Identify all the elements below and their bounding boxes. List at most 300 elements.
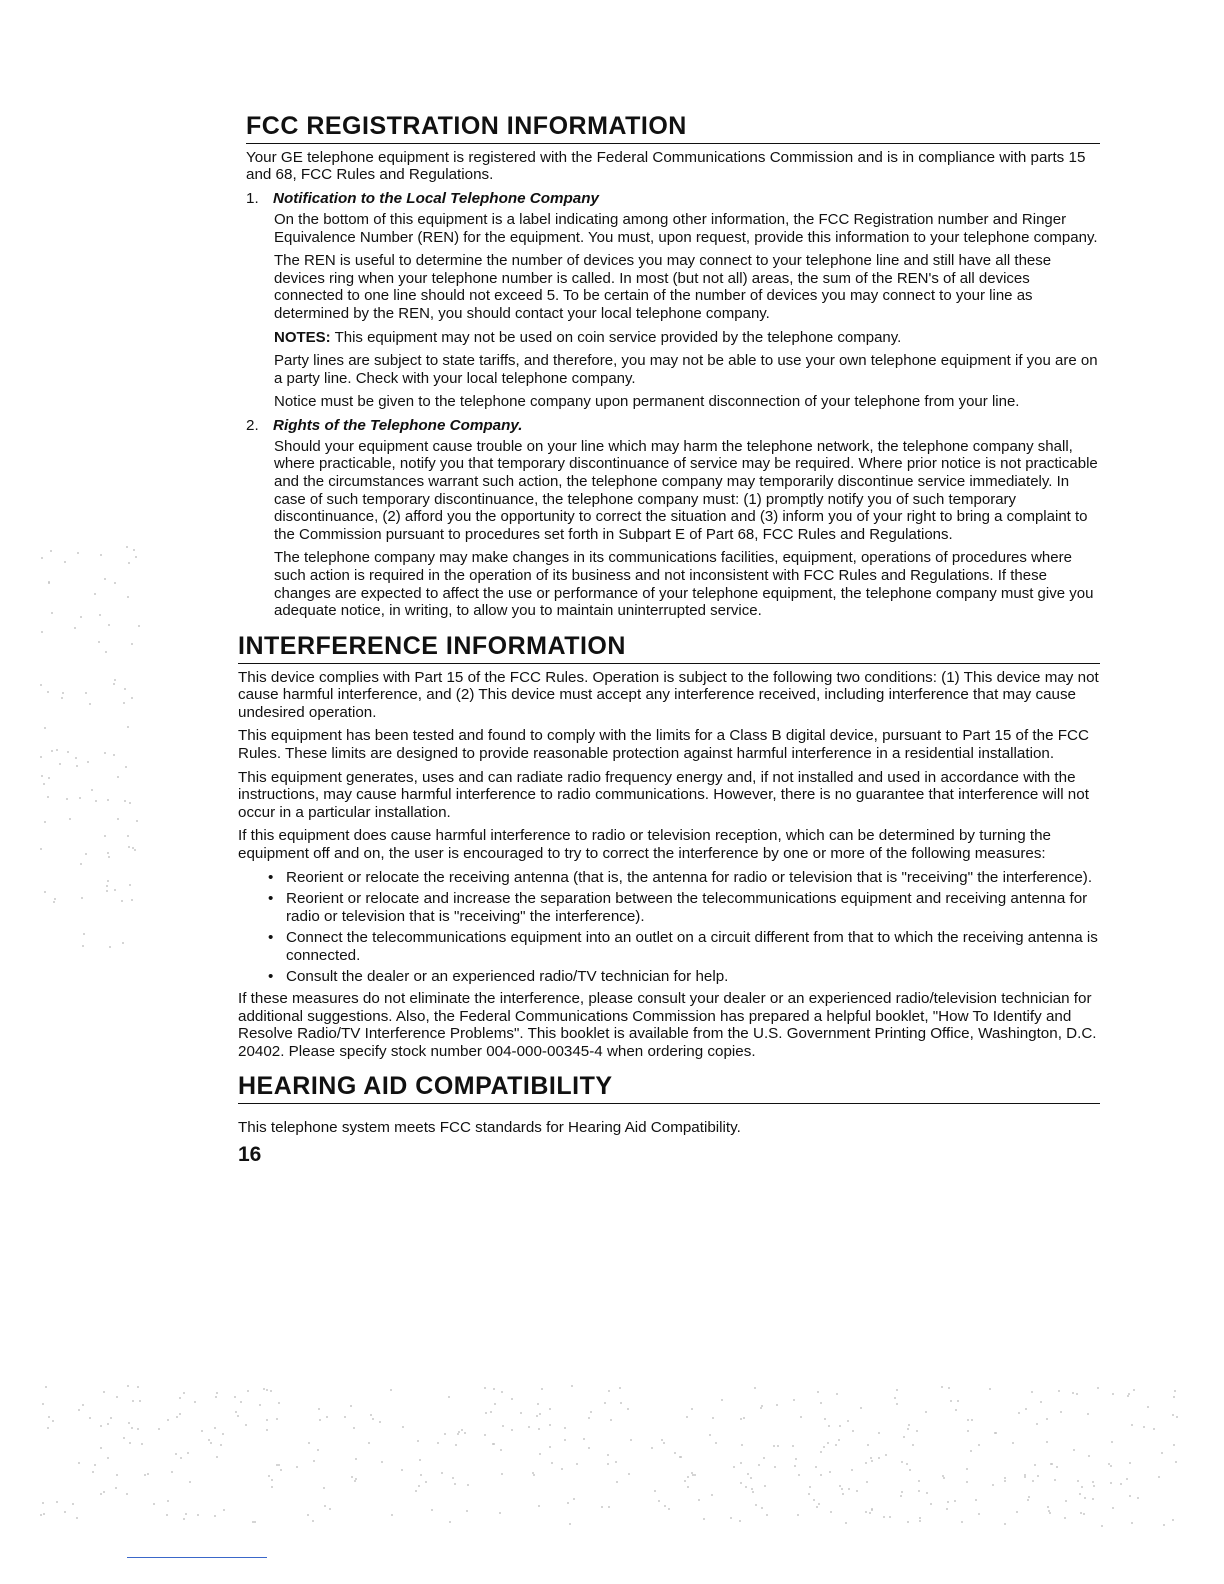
scan-speck [916, 1430, 918, 1432]
scan-speck [588, 1447, 590, 1449]
scan-speck [107, 852, 109, 854]
scan-speck [266, 1429, 268, 1431]
scan-speck [668, 1508, 670, 1510]
scan-speck [852, 1430, 854, 1432]
scan-speck [368, 1442, 370, 1444]
scan-speck [1126, 1478, 1128, 1480]
scan-speck [280, 1469, 282, 1471]
scan-speck [824, 1418, 826, 1420]
fcc-intro-paragraph: Your GE telephone equipment is registered with the Federal Communications Commission and is in compliance with parts 15 and 68, FCC Rules and Regulations. [246, 148, 1086, 184]
scan-speck [878, 1432, 880, 1434]
scan-speck [132, 1400, 134, 1402]
scan-speck [494, 1403, 496, 1405]
scan-speck [108, 624, 110, 626]
scan-speck [583, 1438, 585, 1440]
scan-speck [52, 1420, 54, 1422]
page-content [238, 112, 1100, 1167]
scan-speck [40, 756, 42, 758]
scan-speck [889, 1516, 891, 1518]
scan-speck [114, 582, 116, 584]
scan-speck [56, 1501, 58, 1503]
scan-speck [175, 1453, 177, 1455]
scan-speck [107, 880, 109, 882]
scan-speck [995, 1432, 997, 1434]
scan-speck [590, 1411, 592, 1413]
scan-speck [106, 885, 108, 887]
scan-speck [1047, 1506, 1049, 1508]
interference-section [238, 632, 1100, 1061]
scan-speck [1147, 1406, 1149, 1408]
scan-speck [51, 750, 53, 752]
scan-speck [1025, 1408, 1027, 1410]
scan-speck [794, 1465, 796, 1467]
scan-speck [878, 1457, 880, 1459]
scan-speck [108, 856, 110, 858]
scan-speck [158, 1428, 160, 1430]
scan-speck [104, 752, 106, 754]
scan-speck [234, 1396, 236, 1398]
scan-speck [1087, 1413, 1089, 1415]
scan-speck [760, 1407, 762, 1409]
scan-speck [490, 1411, 492, 1413]
scan-speck [692, 1474, 694, 1476]
scan-speck [777, 1445, 779, 1447]
bullet-dot-icon: • [268, 868, 274, 886]
scan-speck [975, 1499, 977, 1501]
scan-speck [75, 757, 77, 759]
scan-speck [630, 1439, 632, 1441]
scan-speck [607, 1463, 609, 1465]
scan-speck [739, 1520, 741, 1522]
scan-speck [571, 1385, 573, 1387]
scan-speck [41, 775, 43, 777]
scan-speck [259, 1404, 261, 1406]
scan-speck [109, 946, 111, 948]
scan-speck [511, 1398, 513, 1400]
scan-speck [549, 1408, 551, 1410]
scan-speck [1111, 1441, 1113, 1443]
scan-speck [80, 616, 82, 618]
scan-speck [69, 818, 71, 820]
scan-speck [131, 899, 133, 901]
scan-speck [135, 556, 137, 558]
scan-speck [1065, 1500, 1067, 1502]
scan-speck [83, 933, 85, 935]
scan-speck [1161, 1452, 1163, 1454]
scan-speck [245, 1424, 247, 1426]
scan-speck [836, 1393, 838, 1395]
fcc-item-1-paragraph-1: On the bottom of this equipment is a label indicating among other information, the FCC Registration number and Ringer Equivalence Number (REN) for the equipment. You must, upon request, provide this information to your telephone company. [274, 210, 1098, 246]
scan-speck [47, 691, 49, 693]
scan-speck [774, 1466, 776, 1468]
scan-speck [114, 889, 116, 891]
scan-speck [730, 1517, 732, 1519]
scan-speck [183, 1518, 185, 1520]
scan-speck [461, 1429, 463, 1431]
scan-speck [56, 749, 58, 751]
scan-speck [113, 754, 115, 756]
scan-speck [78, 1409, 80, 1411]
scan-speck [978, 1444, 980, 1446]
scan-speck [1131, 1424, 1133, 1426]
scan-speck [961, 1521, 963, 1523]
scan-speck [237, 1415, 239, 1417]
scan-speck [941, 1386, 943, 1388]
scan-speck [43, 783, 45, 785]
bullet-dot-icon: • [268, 968, 274, 986]
scan-speck [493, 1443, 495, 1445]
list-item-text: Reorient or relocate and increase the separation between the telecommunications equipment and receiving antenna for radio or television that is "receiving" the interference). [286, 890, 1088, 925]
scan-speck [1018, 1412, 1020, 1414]
scan-speck [841, 1488, 843, 1490]
scan-speck [136, 820, 138, 822]
scan-speck [1046, 1441, 1048, 1443]
scan-speck [115, 1487, 117, 1489]
scan-speck [823, 1446, 825, 1448]
scan-speck [1040, 1401, 1042, 1403]
scan-speck [919, 1520, 921, 1522]
scan-speck [1012, 1442, 1014, 1444]
scan-speck [954, 1500, 956, 1502]
fcc-item-2-paragraph-1: Should your equipment cause trouble on your line which may harm the telephone network, the telephone company shall, where practicable, notify you that temporary discontinuance of service may be required. Where prior notice is not practicable and the circumstances warrant such action, the telephone company may temporarily discontinue service immediately. In case of such temporary discontinuance, the telephone company must: (1) promptly notify you of such temporary discontinuance, (2) afford you the opportunity to correct the situation and (3) inform you of your right to bring a complaint to the Commission pursuant to procedures set forth in Subpart E of Part 68, FCC Rules and Regulations. [274, 437, 1098, 543]
fcc-registration-heading: FCC REGISTRATION INFORMATION [246, 112, 1100, 144]
scan-speck [747, 1473, 749, 1475]
scan-speck [866, 1481, 868, 1483]
scan-speck [1076, 1393, 1078, 1395]
scan-speck [117, 776, 119, 778]
scan-speck [493, 1388, 495, 1390]
fcc-item-1-title: Notification to the Local Telephone Company [273, 189, 599, 207]
scan-speck [549, 1424, 551, 1426]
scan-speck [500, 1449, 502, 1451]
scan-speck [44, 821, 46, 823]
scan-speck [743, 1417, 745, 1419]
scan-speck [187, 1452, 189, 1454]
scan-speck [128, 846, 130, 848]
scan-speck [126, 546, 128, 548]
scan-speck [1027, 1499, 1029, 1501]
scan-speck [1024, 1476, 1026, 1478]
scan-speck [235, 1411, 237, 1413]
scan-speck [520, 1412, 522, 1414]
scan-speck [128, 562, 130, 564]
scan-speck [800, 1416, 802, 1418]
scan-speck [842, 1493, 844, 1495]
scan-speck [80, 863, 82, 865]
fcc-item-1-paragraph-4: Notice must be given to the telephone company upon permanent disconnection of your telephone from your line. [274, 393, 1020, 411]
scan-speck [40, 1514, 42, 1516]
scan-speck [419, 1459, 421, 1461]
scan-speck [674, 1452, 676, 1454]
scan-speck [1097, 1387, 1099, 1389]
scan-speck [687, 1486, 689, 1488]
scan-speck [1073, 1449, 1075, 1451]
scan-speck [391, 1514, 393, 1516]
scan-speck [943, 1477, 945, 1479]
fcc-item-1-title-row [246, 190, 1100, 208]
scan-speck [894, 1397, 896, 1399]
scan-speck [930, 1503, 932, 1505]
scan-speck [40, 848, 42, 850]
scan-speck [627, 1408, 629, 1410]
scan-speck [137, 1386, 139, 1388]
hearing-aid-heading: HEARING AID COMPATIBILITY [238, 1072, 1100, 1104]
scan-speck [896, 1389, 898, 1391]
scan-speck [208, 1439, 210, 1441]
fcc-item-1 [238, 190, 1100, 411]
scan-speck [240, 1401, 242, 1403]
scan-speck [818, 1503, 820, 1505]
scan-speck [44, 891, 46, 893]
scan-speck [740, 1418, 742, 1420]
scan-speck [1054, 1479, 1056, 1481]
notes-label: NOTES: [274, 328, 331, 346]
scan-speck [499, 1512, 501, 1514]
scan-speck [538, 1505, 540, 1507]
scan-speck [216, 1392, 218, 1394]
scan-speck [1174, 1390, 1176, 1392]
scan-speck [124, 800, 126, 802]
scan-speck [266, 1419, 268, 1421]
scan-speck [124, 688, 126, 690]
scan-speck [1004, 1523, 1006, 1525]
scan-speck [1080, 1512, 1082, 1514]
scan-speck [179, 1397, 181, 1399]
scan-speck [417, 1440, 419, 1442]
scan-speck [901, 1461, 903, 1463]
interference-measures-list [238, 869, 1100, 987]
scan-speck [402, 1426, 404, 1428]
scan-speck [703, 1518, 705, 1520]
scan-speck [860, 1407, 862, 1409]
scan-speck [51, 612, 53, 614]
scan-speck [663, 1442, 665, 1444]
scan-speck [851, 1469, 853, 1471]
scan-speck [709, 1434, 711, 1436]
scan-speck [1172, 1519, 1174, 1521]
scan-speck [764, 1485, 766, 1487]
scan-speck [113, 683, 115, 685]
scan-speck [123, 702, 125, 704]
scan-speck [351, 1476, 353, 1478]
scan-speck [925, 1411, 927, 1413]
scan-speck [107, 1423, 109, 1425]
scan-speck [797, 1514, 799, 1516]
scan-speck [687, 1476, 689, 1478]
scan-speck [1163, 1524, 1165, 1526]
scan-speck [1032, 1480, 1034, 1482]
scan-speck [694, 1474, 696, 1476]
scan-speck [77, 552, 79, 554]
scan-speck [918, 1480, 920, 1482]
scan-speck [1088, 1455, 1090, 1457]
interference-heading: INTERFERENCE INFORMATION [238, 632, 1100, 664]
scan-speck [59, 763, 61, 765]
scan-speck [81, 897, 83, 899]
scan-speck [215, 1396, 217, 1398]
scan-speck [129, 802, 131, 804]
scan-speck [171, 1471, 173, 1473]
scan-speck [871, 1460, 873, 1462]
scan-speck [909, 1469, 911, 1471]
scan-speck [1081, 1486, 1083, 1488]
scan-speck [588, 1417, 590, 1419]
scan-speck [1077, 1480, 1079, 1482]
scan-speck [865, 1511, 867, 1513]
scan-speck [885, 1454, 887, 1456]
scan-speck [1137, 1497, 1139, 1499]
scan-speck [829, 1471, 831, 1473]
scan-speck [48, 1416, 50, 1418]
fcc-item-2-title-row [246, 417, 1100, 435]
scan-speck [103, 1391, 105, 1393]
scan-speck [610, 1419, 612, 1421]
scan-speck [425, 1481, 427, 1483]
scan-speck [1004, 1480, 1006, 1482]
scan-speck [848, 1488, 850, 1490]
scan-speck [121, 900, 123, 902]
scan-speck [48, 581, 50, 583]
scan-speck [906, 1463, 908, 1465]
scan-speck [278, 1464, 280, 1466]
scan-speck [501, 1473, 503, 1475]
scan-speck [1046, 1418, 1048, 1420]
scan-speck [270, 1390, 272, 1392]
scan-speck [1112, 1507, 1114, 1509]
scan-speck [185, 1513, 187, 1515]
scan-speck [970, 1450, 972, 1452]
fcc-item-1-paragraph-2: The REN is useful to determine the number of devices you may connect to your telephone line and still have all these devices ring when your telephone number is called. In most (but not all) areas, the sum of the REN's of all devices connected to one line should not exceed 5. To be certain of the number of devices you may connect to your line as determined by the REN, you should contact your local telephone company. [274, 252, 1052, 322]
scan-speck [131, 697, 133, 699]
scan-speck [912, 1444, 914, 1446]
scan-speck [484, 1434, 486, 1436]
scan-speck [324, 1505, 326, 1507]
scan-speck [869, 1512, 871, 1514]
scan-speck [379, 1421, 381, 1423]
scan-speck [61, 697, 63, 699]
scan-speck [1176, 1416, 1178, 1418]
scan-speck [967, 1419, 969, 1421]
scan-speck [189, 1481, 191, 1483]
scan-speck [793, 1399, 795, 1401]
scan-speck [946, 1508, 948, 1510]
scan-speck [813, 1499, 815, 1501]
scan-speck [1129, 1495, 1131, 1497]
scan-speck [1172, 1414, 1174, 1416]
scan-speck [761, 1507, 763, 1509]
scan-speck [223, 1509, 225, 1511]
list-item-text: Connect the telecommunications equipment into an outlet on a circuit different from that to which the receiving antenna is connected. [286, 929, 1098, 964]
scan-speck [138, 625, 140, 627]
scan-speck [901, 1491, 903, 1493]
scan-speck [268, 1475, 270, 1477]
scan-speck [50, 550, 52, 552]
scan-speck [296, 1466, 298, 1468]
scan-speck [100, 554, 102, 556]
scan-speck [808, 1493, 810, 1495]
scan-speck [85, 853, 87, 855]
scan-speck [628, 1473, 630, 1475]
scan-speck [1127, 1395, 1129, 1397]
scan-speck [103, 1491, 105, 1493]
fcc-item-2-number: 2. [246, 416, 259, 434]
scan-speck [106, 890, 108, 892]
scan-speck [131, 643, 133, 645]
fcc-registration-section [238, 112, 1100, 620]
scan-speck [989, 1388, 991, 1390]
scan-speck [918, 1490, 920, 1492]
scan-speck [179, 1413, 181, 1415]
scan-speck [276, 1418, 278, 1420]
scan-speck [816, 1506, 818, 1508]
scan-speck [830, 1511, 832, 1513]
scan-speck [661, 1439, 663, 1441]
scan-speck [654, 1490, 656, 1492]
heading-spacer [238, 1109, 1100, 1119]
scan-speck [313, 1460, 315, 1462]
scan-speck [900, 1495, 902, 1497]
scan-speck [966, 1481, 968, 1483]
bullet-dot-icon: • [268, 929, 274, 947]
scan-speck [1060, 1411, 1062, 1413]
scan-speck [467, 1484, 469, 1486]
scan-speck [100, 1447, 102, 1449]
scan-speck [64, 561, 66, 563]
scan-speck [457, 1433, 459, 1435]
scan-speck [820, 1402, 822, 1404]
scan-speck [1143, 1426, 1145, 1428]
scan-speck [401, 1469, 403, 1471]
scan-speck [123, 1437, 125, 1439]
scan-speck [183, 1392, 185, 1394]
scan-speck [539, 1453, 541, 1455]
scan-speck [132, 847, 134, 849]
scan-speck [1131, 1522, 1133, 1524]
scan-speck [114, 679, 116, 681]
scan-speck [792, 1445, 794, 1447]
scan-speck [616, 1481, 618, 1483]
scan-speck [538, 1428, 540, 1430]
scan-speck [971, 1419, 973, 1421]
scan-speck [390, 1389, 392, 1391]
scan-speck [867, 1444, 869, 1446]
scan-speck [43, 1513, 45, 1515]
scan-speck [41, 631, 43, 633]
scan-speck [127, 596, 129, 598]
scan-speck [220, 1444, 222, 1446]
scan-speck [908, 1424, 910, 1426]
scan-speck [1058, 1390, 1060, 1392]
scan-speck [105, 651, 107, 653]
scan-speck [308, 1442, 310, 1444]
scan-speck [452, 1477, 454, 1479]
scan-speck [263, 1388, 265, 1390]
scan-speck [573, 1498, 575, 1500]
interference-paragraph-4: If this equipment does cause harmful interference to radio or television reception, which can be determined by turning the equipment off and on, the user is encouraged to try to correct the interference by one or more of the following measures: [238, 827, 1051, 862]
scan-speck [139, 1400, 141, 1402]
scan-speck [537, 1403, 539, 1405]
scan-speck [948, 1387, 950, 1389]
scan-speck [127, 726, 129, 728]
scan-speck [252, 1521, 254, 1523]
scan-speck [502, 1425, 504, 1427]
scan-speck [153, 1503, 155, 1505]
scan-speck [511, 1429, 513, 1431]
scan-speck [214, 1427, 216, 1429]
scan-speck [247, 1390, 249, 1392]
scan-speck [684, 1480, 686, 1482]
scan-speck [1036, 1423, 1038, 1425]
